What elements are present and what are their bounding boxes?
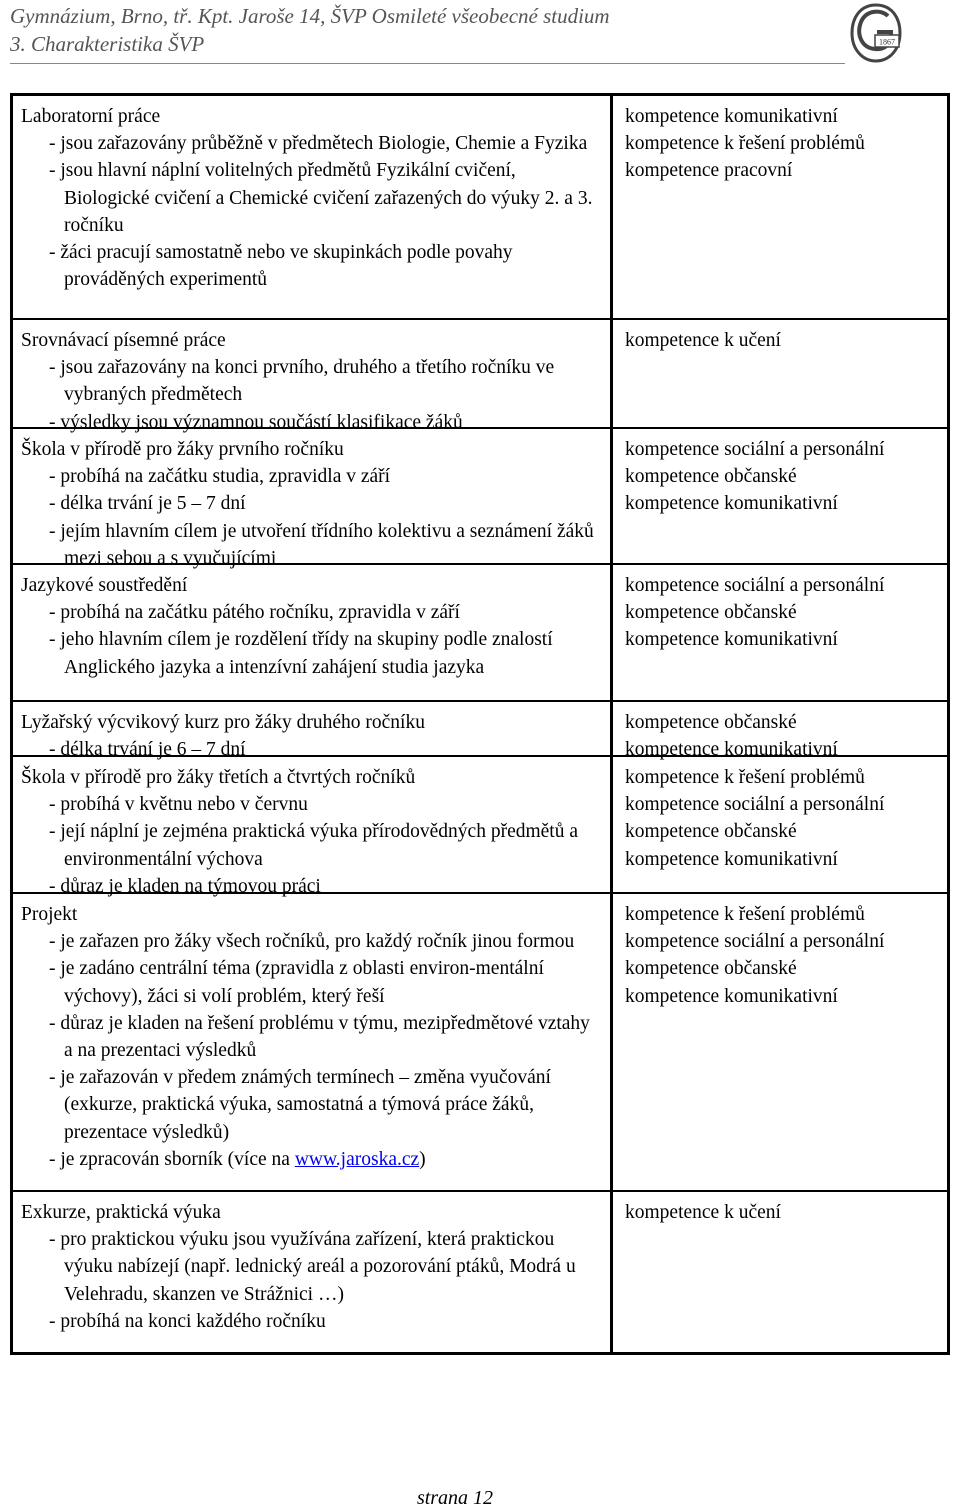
- competence-item: kompetence občanské: [625, 602, 797, 624]
- detail-text: - je zadáno centrální téma (zpravidla z oblasti environ-mentální výchovy), žáci si volí problém, který řeší: [49, 958, 544, 1007]
- activity-detail: [21, 626, 601, 680]
- competence-item: kompetence k řešení problémů: [625, 133, 865, 155]
- logo-year: 1867: [879, 37, 895, 47]
- activity-detail: [21, 490, 601, 517]
- activities-table: [10, 93, 950, 1355]
- competence-item: kompetence komunikativní: [625, 848, 838, 870]
- activity-cell: [21, 436, 601, 572]
- competence-item: kompetence občanské: [625, 466, 797, 488]
- activity-title: Srovnávací písemné práce: [21, 330, 226, 351]
- competence-item: kompetence sociální a personální: [625, 439, 885, 460]
- competence-item: kompetence komunikativní: [625, 106, 838, 127]
- detail-text: - důraz je kladen na týmovou práci: [49, 875, 321, 897]
- activity-detail: [21, 736, 601, 763]
- table-row: [13, 318, 947, 433]
- activity-detail: [21, 599, 601, 626]
- header-divider: [10, 63, 845, 64]
- competence-item: kompetence k učení: [625, 1202, 781, 1223]
- detail-text: - jeho hlavním cílem je rozdělení třídy na skupiny podle znalostí Anglického jazyka a intenzívní zahájení studia jazyka: [49, 629, 553, 678]
- competence-item: kompetence komunikativní: [625, 629, 838, 651]
- activity-detail: [21, 239, 601, 293]
- activity-detail: [21, 409, 601, 436]
- school-logo-icon: [848, 2, 904, 64]
- activity-cell: [21, 901, 601, 1173]
- detail-text: - jsou zařazovány na konci prvního, druhého a třetího ročníku ve vybraných předmětech: [49, 357, 555, 406]
- page-number: strana 12: [416, 1487, 494, 1509]
- competences-cell: [625, 327, 945, 354]
- detail-text: - je zařazován v předem známých termínech – změna vyučování (exkurze, praktická výuka, samostatná a týmová práce žáků, prezentace výsledků): [49, 1067, 551, 1143]
- table-row: [13, 563, 947, 678]
- detail-text: - důraz je kladen na řešení problému v týmu, mezipředmětové vztahy a na prezentaci výsledků: [49, 1012, 590, 1062]
- competence-item: kompetence sociální a personální: [625, 575, 885, 596]
- detail-text: - délka trvání je 6 – 7 dní: [49, 739, 246, 761]
- activity-cell: [21, 764, 601, 900]
- table-row: [13, 755, 947, 897]
- header-school-name: Gymnázium, Brno, tř. Kpt. Jaroše 14, ŠVP Osmileté všeobecné studium: [10, 4, 610, 28]
- activity-title: Škola v přírodě pro žáky prvního ročníku: [21, 439, 344, 460]
- detail-text: - pro praktickou výuku jsou využívána zařízení, která praktickou výuku nabízejí (např. lednický areál a pozorování ptáků, Modrá u Velehradu, skanzen ve Strážnici …): [49, 1229, 576, 1305]
- competences-cell: [625, 436, 945, 518]
- activity-detail: [21, 1064, 601, 1146]
- activity-detail: [21, 1308, 601, 1335]
- detail-text: - probíhá na začátku studia, zpravidla v září: [49, 466, 391, 488]
- table-row: [13, 700, 947, 761]
- activity-detail: [21, 818, 601, 872]
- table-row: [13, 892, 947, 1170]
- header-section-title: 3. Charakteristika ŠVP: [10, 32, 205, 56]
- competence-item: kompetence pracovní: [625, 160, 793, 182]
- detail-text: - jejím hlavním cílem je utvoření třídního kolektivu a seznámení žáků mezi sebou a s vyučujícími: [49, 520, 594, 569]
- activity-detail: [21, 955, 601, 1009]
- activity-cell: [21, 572, 601, 681]
- competence-item: kompetence sociální a personální: [625, 931, 885, 953]
- detail-text: - výsledky jsou významnou součástí klasifikace žáků: [49, 411, 463, 433]
- detail-text: - probíhá na konci každého ročníku: [49, 1310, 326, 1332]
- competences-cell: [625, 901, 945, 1010]
- activity-detail: [21, 1010, 601, 1064]
- detail-text: - probíhá na začátku pátého ročníku, zpravidla v září: [49, 602, 460, 624]
- activity-cell: [21, 1199, 601, 1335]
- activity-detail: [21, 157, 601, 239]
- activity-title: Projekt: [21, 904, 78, 925]
- competences-cell: [625, 103, 945, 185]
- activity-detail: [21, 1226, 601, 1308]
- activity-detail: [21, 873, 601, 900]
- detail-text: - žáci pracují samostatně nebo ve skupinkách podle povahy prováděných experimentů: [49, 242, 513, 291]
- activity-detail: [21, 463, 601, 490]
- activity-title: Lyžařský výcvikový kurz pro žáky druhého ročníku: [21, 712, 425, 733]
- competence-item: kompetence komunikativní: [625, 985, 838, 1007]
- detail-text: - jsou zařazovány průběžně v předmětech Biologie, Chemie a Fyzika: [49, 133, 588, 155]
- detail-text: - jsou hlavní náplní volitelných předmětů Fyzikální cvičení, Biologické cvičení a Chemické cvičení zařazených do výuky 2. a 3. ročníku: [49, 160, 593, 236]
- competences-cell: [625, 1199, 945, 1226]
- table-row: [13, 427, 947, 569]
- competence-item: kompetence komunikativní: [625, 493, 838, 515]
- activity-detail: [21, 130, 601, 157]
- competence-item: kompetence k učení: [625, 330, 781, 351]
- column-divider: [610, 96, 613, 1352]
- activity-title: Exkurze, praktická výuka: [21, 1202, 221, 1223]
- competence-item: kompetence k řešení problémů: [625, 767, 865, 788]
- activity-detail: [21, 354, 601, 408]
- activity-detail: [21, 1146, 601, 1173]
- activity-cell: [21, 327, 601, 436]
- page-footer: [0, 1487, 960, 1510]
- detail-text: ): [419, 1148, 426, 1170]
- page-header: [0, 0, 960, 70]
- competence-item: kompetence sociální a personální: [625, 794, 885, 816]
- activity-title: Jazykové soustředění: [21, 575, 188, 596]
- activity-title: Škola v přírodě pro žáky třetích a čtvrtých ročníků: [21, 767, 416, 788]
- table-row: [13, 1190, 947, 1332]
- detail-text: - je zpracován sborník (více na: [49, 1148, 295, 1170]
- detail-text: - je zařazen pro žáky všech ročníků, pro každý ročník jinou formou: [49, 931, 575, 953]
- activity-title: Laboratorní práce: [21, 106, 161, 127]
- competence-item: kompetence občanské: [625, 712, 797, 733]
- competence-item: kompetence k řešení problémů: [625, 904, 865, 925]
- competences-cell: [625, 572, 945, 654]
- detail-text: - probíhá v květnu nebo v červnu: [49, 794, 308, 816]
- website-link[interactable]: www.jaroska.cz: [294, 1148, 420, 1170]
- competence-item: kompetence občanské: [625, 821, 797, 843]
- detail-text: - délka trvání je 5 – 7 dní: [49, 493, 246, 515]
- activity-detail: [21, 791, 601, 818]
- competence-item: kompetence komunikativní: [625, 739, 838, 761]
- detail-text: - její náplní je zejména praktická výuka přírodovědných předmětů a environmentální výchova: [49, 821, 579, 870]
- competences-cell: [625, 764, 945, 873]
- competence-item: kompetence občanské: [625, 958, 797, 980]
- activity-detail: [21, 928, 601, 955]
- activity-cell: [21, 103, 601, 293]
